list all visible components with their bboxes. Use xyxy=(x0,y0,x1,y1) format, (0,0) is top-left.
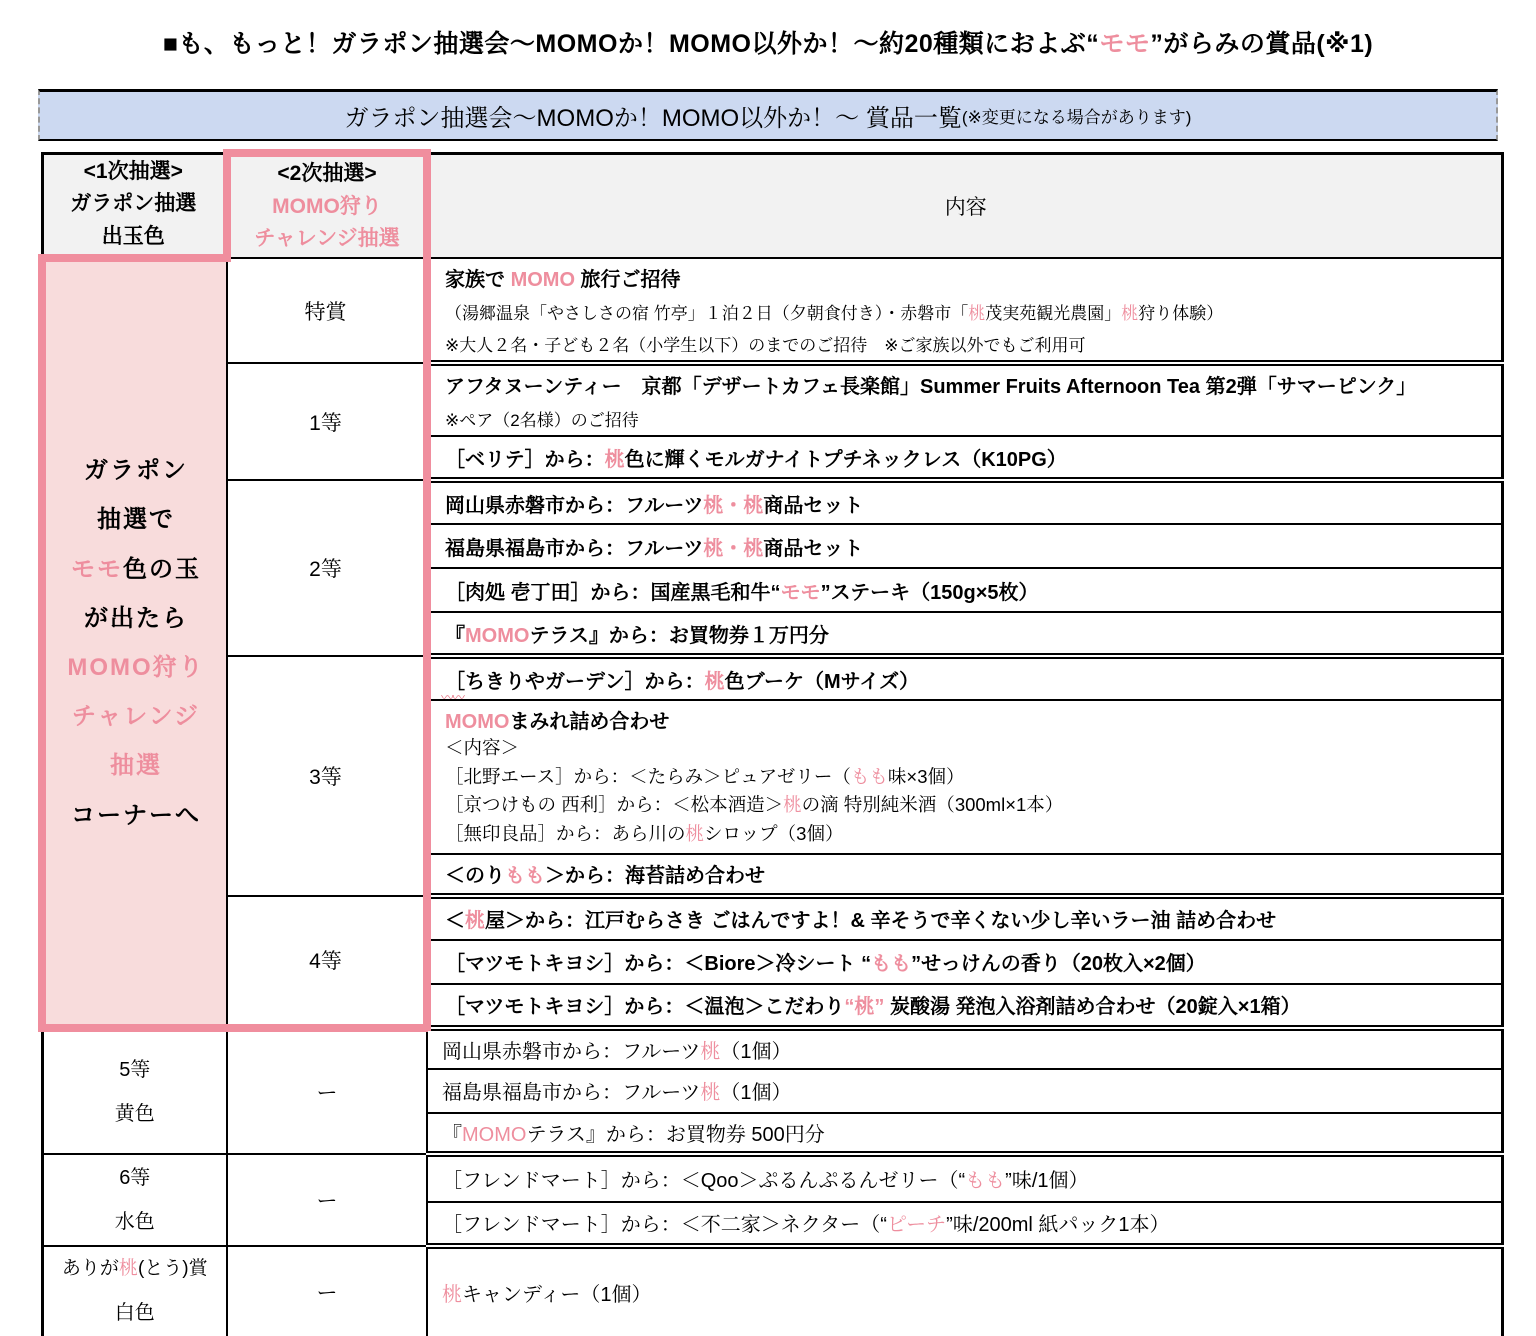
prize-cell-4th-a xyxy=(427,896,1502,940)
prize-line: ［無印良品］から：あら川の桃シロップ（3個） xyxy=(445,823,844,845)
momo-challenge-note-cell xyxy=(42,258,227,1028)
prize-table xyxy=(38,149,1504,1336)
prize-line: ［肉処 壱丁田］から：国産黒毛和牛“モモ”ステーキ（150g×5枚） xyxy=(445,581,1039,604)
row-5th-a xyxy=(42,1028,1502,1069)
header-c2-line1: <2次抽選> xyxy=(277,162,377,186)
prize-line: 桃キャンディー（1個） xyxy=(442,1284,652,1307)
prize-line: ［ちきりやガーデン］から：桃色ブーケ（Mサイズ） xyxy=(445,670,920,693)
prize-line: ［ベリテ］から：桃色に輝くモルガナイトプチネックレス（K10PG） xyxy=(445,448,1067,471)
header-cell-contents xyxy=(427,153,1502,258)
row-1st-a xyxy=(42,363,1502,436)
ball-color-label: 水色 xyxy=(114,1210,155,1233)
prize-line: ＜桃屋＞から：江戸むらさき ごはんですよ！& 辛そうで辛くない少し辛いラー油 詰め合わせ xyxy=(445,910,1277,933)
header-c3-label: 内容 xyxy=(944,195,987,219)
ball-color-label: 白色 xyxy=(114,1301,155,1324)
pink-cell-line: 抽選で xyxy=(97,506,175,534)
prize-line: 岡山県赤磐市から：フルーツ桃・桃商品セット xyxy=(445,494,864,517)
rank-label: ありが桃(とう)賞 xyxy=(61,1258,208,1280)
prize-cell-2nd-b xyxy=(427,524,1502,568)
prize-cell-5th-c xyxy=(427,1113,1502,1154)
prize-cell-3rd-c xyxy=(427,854,1502,896)
header-c1-line2: ガラポン抽選 xyxy=(70,192,197,216)
header-c1-line1: <1次抽選> xyxy=(83,159,183,183)
dash-cell-arigatou: ー xyxy=(227,1246,427,1336)
prize-line: ［京つけもの 西利］から：＜松本酒造＞桃の滴 特別純米酒（300ml×1本） xyxy=(445,794,1064,816)
prize-line: 福島県福島市から：フルーツ桃（1個） xyxy=(442,1082,792,1105)
header-row xyxy=(42,153,1502,258)
prize-cell-2nd-a xyxy=(427,480,1502,524)
prize-line: アフタヌーンティー 京都「デザートカフェ長楽館」Summer Fruits Afternoon Tea 第2弾「サマーピンク」 xyxy=(445,376,1417,399)
squiggle-decoration: 〰〰 xyxy=(441,690,464,706)
prize-cell-4th-c xyxy=(427,984,1502,1028)
prize-line: ［マツモトキヨシ］から：＜温泡＞こだわり“桃” 炭酸湯 発泡入浴剤詰め合わせ（20錠入×1箱） xyxy=(445,996,1301,1019)
pink-cell-line: ガラポン xyxy=(84,457,188,485)
row-tokusho xyxy=(42,258,1502,363)
rank-label: 5等 xyxy=(119,1059,151,1082)
header-cell-first-lottery xyxy=(42,153,227,258)
rank-cell-tokusho: 特賞 xyxy=(227,258,427,363)
rank-cell-arigatou xyxy=(42,1246,227,1336)
pink-cell-line: チャレンジ xyxy=(71,703,201,731)
table-title: ガラポン抽選会～MOMOか！MOMO以外か！～ 賞品一覧 xyxy=(344,105,962,132)
pink-cell-line: コーナーへ xyxy=(71,801,201,829)
rank-label: 6等 xyxy=(119,1166,151,1189)
rank-cell-2nd: 2等 xyxy=(227,480,427,656)
dash-cell-6th: ー xyxy=(227,1154,427,1246)
header-c2-line3: チャレンジ抽選 xyxy=(254,227,400,251)
rank-cell-4th: 4等 xyxy=(227,896,427,1028)
prize-line: 『MOMOテラス』から：お買物券１万円分 xyxy=(445,624,829,647)
prize-line: 岡山県赤磐市から：フルーツ桃（1個） xyxy=(442,1040,792,1063)
prize-table-wrapper xyxy=(38,89,1498,1336)
prize-cell-5th-b xyxy=(427,1069,1502,1113)
prize-line: ＜のりもも＞から：海苔詰め合わせ xyxy=(445,865,765,888)
prize-line: ［マツモトキヨシ］から：＜Biore＞冷シート “もも”せっけんの香り（20枚入×2個） xyxy=(445,953,1206,976)
header-cell-second-lottery xyxy=(227,153,427,258)
row-arigatou xyxy=(42,1246,1502,1336)
prize-cell-6th-b xyxy=(427,1202,1502,1246)
header-c2-line2: MOMO狩り xyxy=(272,194,382,218)
table-title-note: (※変更になる場合があります) xyxy=(961,108,1192,127)
prize-cell-2nd-d xyxy=(427,612,1502,656)
row-3rd-a xyxy=(42,656,1502,700)
prize-line: ［フレンドマート］から：＜Qoo＞ぷるんぷるんゼリー（“もも”味/1個） xyxy=(442,1170,1089,1193)
pink-cell-line: モモ色の玉 xyxy=(71,555,201,583)
prize-cell-arigatou xyxy=(427,1246,1502,1336)
prize-line: ［フレンドマート］から：＜不二家＞ネクター（“ピーチ”味/200ml 紙パック1本） xyxy=(442,1214,1170,1237)
prize-line: MOMOまみれ詰め合わせ xyxy=(445,711,670,734)
rank-cell-5th xyxy=(42,1028,227,1154)
dash-cell-5th: ー xyxy=(227,1028,427,1154)
prize-line: ※大人２名・子ども２名（小学生以下）のまでのご招待 ※ご家族以外でもご利用可 xyxy=(445,336,1086,356)
pink-cell-line: が出たら xyxy=(84,604,188,632)
pink-cell-line: 抽選 xyxy=(110,752,162,780)
ball-color-label: 黄色 xyxy=(114,1103,155,1126)
prize-cell-tokusho xyxy=(427,258,1502,363)
rank-cell-6th xyxy=(42,1154,227,1246)
prize-cell-3rd-b xyxy=(427,690,1502,854)
rank-cell-3rd: 3等 xyxy=(227,656,427,896)
prize-cell-1st-a xyxy=(427,363,1502,436)
row-4th-a xyxy=(42,896,1502,940)
prize-cell-4th-b xyxy=(427,940,1502,984)
row-6th-a xyxy=(42,1154,1502,1202)
prize-line: ［北野エース］から：＜たらみ＞ピュアゼリー（もも味×3個） xyxy=(445,765,965,787)
prize-cell-5th-a xyxy=(427,1028,1502,1069)
row-2nd-a xyxy=(42,480,1502,524)
prize-line: ＜内容＞ xyxy=(445,737,520,759)
prize-cell-1st-b xyxy=(427,436,1502,480)
table-title-band xyxy=(38,89,1498,141)
pink-cell-line: MOMO狩り xyxy=(67,653,205,681)
prize-cell-3rd-a xyxy=(427,656,1502,700)
prize-line: （湯郷温泉「やさしさの宿 竹亭」１泊２日（夕朝食付き）・赤磐市「桃茂実苑観光農園」桃狩り体験） xyxy=(445,304,1224,324)
page-title: ■も、もっと！ガラポン抽選会～MOMOか！MOMO以外か！～約20種類におよぶ“モモ”がらみの賞品(※1) xyxy=(162,30,1374,58)
momo-challenge-note xyxy=(47,446,225,840)
prize-line: ※ペア（2名様）のご招待 xyxy=(445,411,639,431)
prize-line: 『MOMOテラス』から：お買物券 500円分 xyxy=(442,1123,825,1146)
prize-cell-2nd-c xyxy=(427,568,1502,612)
prize-line: 福島県福島市から：フルーツ桃・桃商品セット xyxy=(445,537,864,560)
prize-line: 家族で MOMO 旅行ご招待 xyxy=(445,269,681,292)
header-c1-line3: 出玉色 xyxy=(101,224,165,248)
prize-cell-6th-a xyxy=(427,1154,1502,1202)
rank-cell-1st: 1等 xyxy=(227,363,427,480)
